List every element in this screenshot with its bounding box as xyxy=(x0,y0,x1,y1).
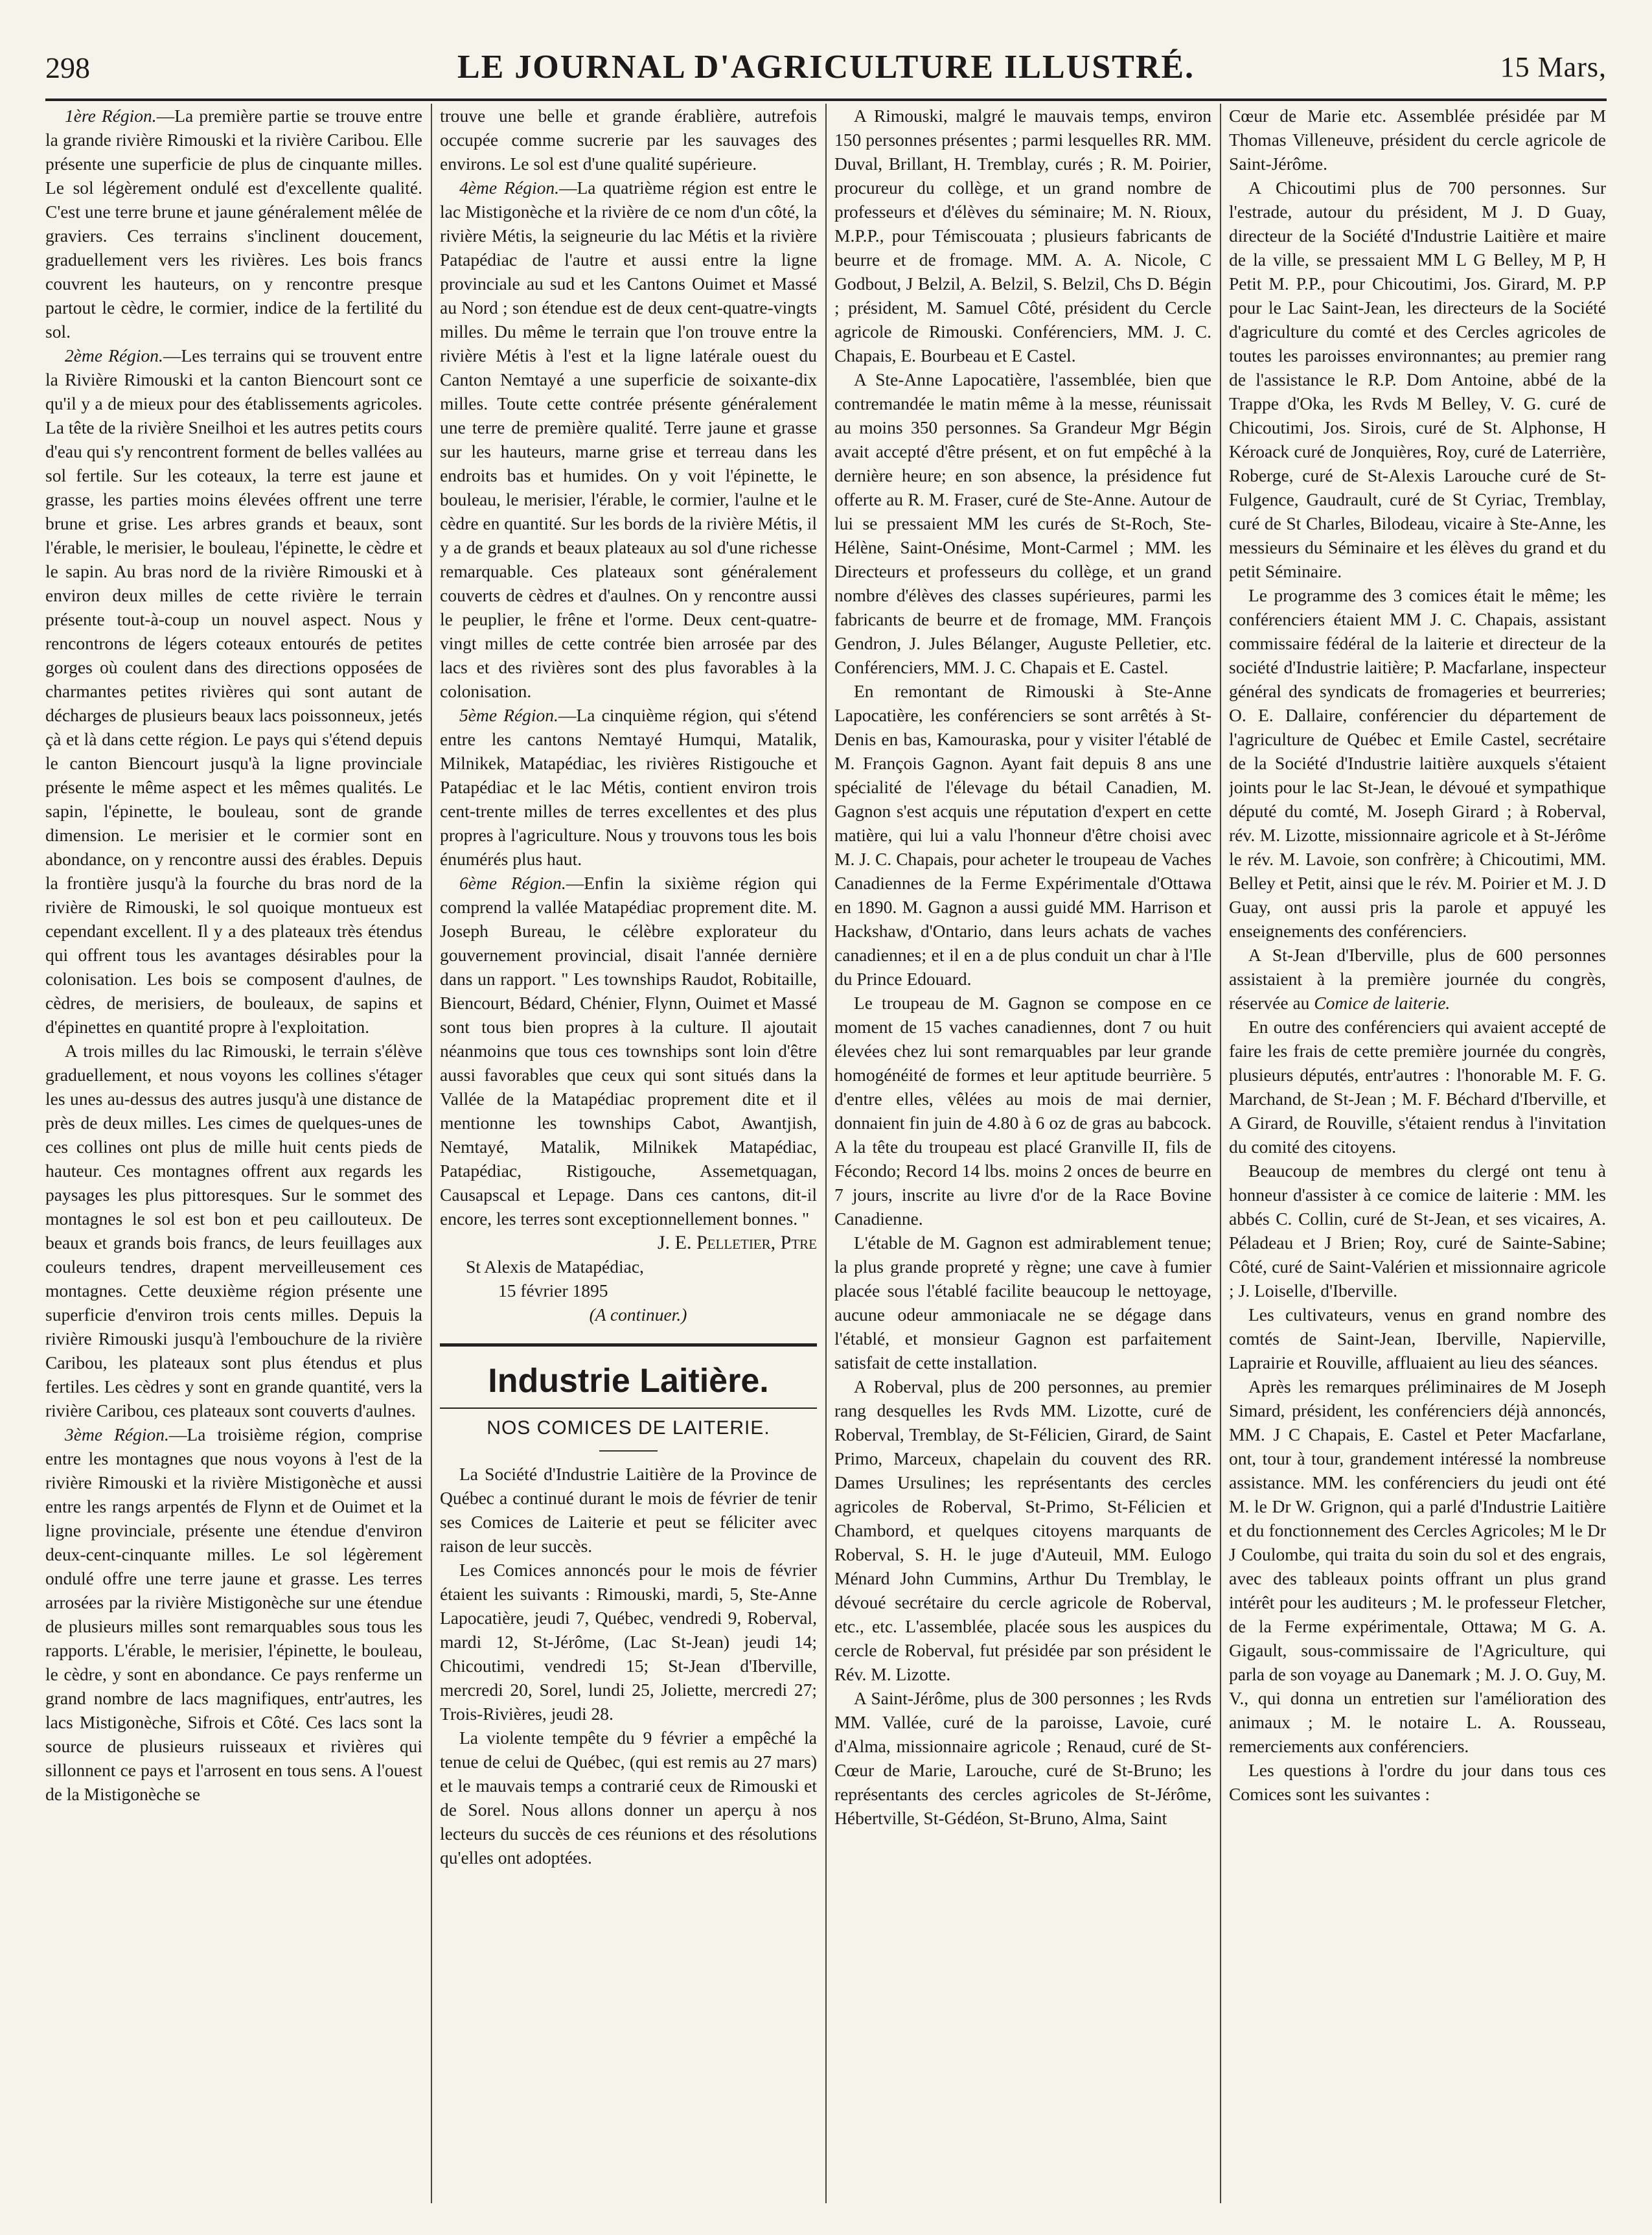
paragraph: Les cultivateurs, venus en grand nombre des comtés de Saint-Jean, Iberville, Napierville, Laprairie et Rouville, affluaient au lieu des séances. xyxy=(1229,1304,1606,1372)
section-separator xyxy=(440,1343,817,1347)
paragraph: 5ème Région.—La cinquième région, qui s'étend entre les cantons Nemtayé Humqui, Matalik, Milnikek, Matapédiac, les rivières Ristigouche et Patapédiac et le lac Métis, contient environ trois cent-trente milles de terres excellentes et des plus propres à l'agriculture. Nous y trouvons tous les bois énumérés plus haut. xyxy=(440,705,817,869)
page-number: 298 xyxy=(45,51,90,84)
region-label: 1ère Région. xyxy=(65,106,157,126)
short-rule xyxy=(599,1450,658,1452)
paragraph: Beaucoup de membres du clergé ont tenu à honneur d'assister à ce comice de laiterie : MM. les abbés C. Collin, curé de St-Jean, et ses vicaires, A. Péladeau et J Brien; Roy, curé de Sainte-Sabine; Côté, curé de Saint-Valérien et missionnaire agricole ; J. Loiselle, d'Iberville. xyxy=(1229,1161,1606,1301)
newspaper-page xyxy=(26,26,1626,2206)
page-header xyxy=(45,39,1607,104)
paragraph: Les questions à l'ordre du jour dans tous ces Comices sont les suivantes : xyxy=(1229,1760,1606,1804)
paragraph: 6ème Région.—Enfin la sixième région qui comprend la vallée Matapédiac proprement dite. M. Joseph Bureau, le célèbre explorateur du gouvernement provincial, disait l'année dernière dans un rapport. " Les townships Raudot, Robitaille, Biencourt, Bédard, Chénier, Flynn, Ouimet et Massé sont tous bien propres à la culture. Il ajoutait néanmoins que tous ces townships sont loin d'être aussi favorables que ceux qui sont situés dans la Vallée de la Matapédiac proprement dite et il mentionne les townships Cabot, Awantjish, Nemtayé, Matalik, Milnikek Matapédiac, Patapédiac, Ristigouche, Assemetquagan, Causapscal et Lepage. Dans ces cantons, dit-il encore, les terres sont exceptionnellement bonnes. " xyxy=(440,873,817,1229)
paragraph: A trois milles du lac Rimouski, le terrain s'élève graduellement, et nous voyons les collines s'étager les unes au-dessus des autres jusqu'à une distance de près de deux milles. Les cimes de quelques-unes de ces collines ont plus de mille huit cents pieds de hauteur. Ces montagnes offrent aux regards les paysages les plus pittoresques. Sur le sommet des montagnes le sol est bon et peu caillouteux. De beaux et grands bois francs, de leurs feuillages aux couleurs tendres, drapent merveilleusement ces montagnes. Cette deuxième région présente une superficie d'environ trois cents milles. Depuis la rivière Rimouski jusqu'à l'embouchure de la rivière Caribou, les plateaux sont plus étendus et plus fertiles. Les cèdres y sont en grande quantité, vers la rivière Caribou, ces plateaux sont couverts d'aulnes. xyxy=(45,1041,422,1420)
signature-place: St Alexis de Matapédiac, xyxy=(466,1256,644,1277)
region-label: 2ème Région. xyxy=(65,345,163,365)
paragraph: Le programme des 3 comices était le même; les conférenciers étaient MM J. C. Chapais, assistant commissaire fédéral de la laiterie et directeur de la société d'Industrie laitière; P. Macfarlane, inspecteur général des syndicats de fromageries et beurreries; O. E. Dallaire, conférencier du département de l'agriculture de Québec et Emile Castel, secrétaire de la Société d'Industrie laitière auxquels s'étaient joints pour le lac St-Jean, le dévoué et sympathique député du comté, M. Joseph Girard ; à Roberval, rév. M. Lizotte, missionnaire agricole et à St-Jérôme le rév. M. Lavoie, son confrère; à Chicoutimi, MM. Belley et Petit, ainsi que le rév. M. Poirier et M. J. D Guay, ont aussi pris la parole et appuyé les enseignements des conférenciers. xyxy=(1229,585,1606,941)
journal-title: LE JOURNAL D'AGRICULTURE ILLUSTRÉ. xyxy=(457,49,1195,86)
paragraph: En remontant de Rimouski à Ste-Anne Lapocatière, les conférenciers se sont arrêtés à St-Denis en bas, Kamouraska, pour y visiter l'établé de M. François Gagnon. Ayant fait depuis 8 ans une spécialité de l'élevage du bétail Canadien, M. Gagnon s'est acquis une réputation d'expert en cette matière, qui lui a valu l'honneur d'être choisi avec M. J. C. Chapais, pour acheter le troupeau de Vaches Canadiennes de la Ferme Expérimentale d'Ottawa en 1890. M. Gagnon a aussi guidé MM. Harrison et Hackshaw, d'Ontario, dans leurs achats de vaches canadiennes; et il en a de plus conduit un char à l'Ile du Prince Edouard. xyxy=(834,681,1211,989)
section-separator xyxy=(440,1407,817,1409)
paragraph: La Société d'Industrie Laitière de la Province de Québec a continué durant le mois de février de tenir ses Comices de Laiterie et peut se féliciter avec raison de leur succès. xyxy=(440,1464,817,1556)
paragraph: L'étable de M. Gagnon est admirablement tenue; la plus grande propreté y règne; une cave à fumier placée sous l'établé facilite beaucoup le nettoyage, aucune odeur ammoniacale ne se dégage dans l'établé, et monsieur Gagnon est parfaitement satisfait de cette installation. xyxy=(834,1233,1211,1372)
paragraph: A Rimouski, malgré le mauvais temps, environ 150 personnes présentes ; parmi lesquelles RR. MM. Duval, Brillant, H. Tremblay, curés ; R. M. Poirier, procureur du collège, et un grand nombre de professeurs et d'élèves du séminaire; M. N. Rioux, M.P.P., pour Témiscouata ; plusieurs fabricants de beurre et de fromage. MM. A. A. Nicole, C Godbout, J Belzil, A. Belzil, S. Belzil, Chs D. Bégin ; président, M. Samuel Côté, président du Cercle agricole de Rimouski. Conférenciers, MM. J. C. Chapais, E. Bourbeau et E Castel. xyxy=(834,106,1211,365)
paragraph: Après les remarques préliminaires de M Joseph Simard, président, les conférenciers déjà annoncés, MM. J C Chapais, E. Castel et Peter Macfarlane, ont, tour à tour, grandement intéressé la nombreuse assistance. MM. les conférenciers du jeudi ont été M. le Dr W. Grignon, qui a parlé d'Industrie Laitière et du fonctionnement des Cercles Agricoles; M le Dr J Coulombe, qui traita du soin du sol et des engrais, avec des tableaux points offrant un plus grand intérêt pour les auditeurs ; M. le professeur Fletcher, de la Ferme expérimentale, Ottawa; M G. A. Gigault, sous-commissaire de l'Agriculture, qui parla de son voyage au Danemark ; M. J. O. Guy, M. V., qui donna un entretien sur l'amélioration des animaux ; M. le notaire L. A. Rousseau, remerciements aux conférenciers. xyxy=(1229,1376,1606,1756)
column-divider xyxy=(825,104,827,2203)
column-divider xyxy=(431,104,432,2203)
paragraph: A St-Jean d'Iberville, plus de 600 personnes assistaient à la première journée du congrès, réservée au Comice de laiterie. xyxy=(1229,945,1606,1013)
paragraph: trouve une belle et grande érablière, autrefois occupée comme sucrerie par les sauvages des environs. Le sol est d'une qualité supérieure. xyxy=(440,106,817,174)
region-label: 3ème Région. xyxy=(65,1424,169,1444)
column-1 xyxy=(45,104,422,2203)
author-signature: J. E. Pelletier, Ptre xyxy=(658,1232,817,1253)
paragraph: Les Comices annoncés pour le mois de février étaient les suivants : Rimouski, mardi, 5, Ste-Anne Lapocatière, jeudi 7, Québec, vendredi 9, Roberval, mardi 12, St-Jérôme, (Lac St-Jean) jeudi 14; Chicoutimi, vendredi 15; St-Jean d'Iberville, mercredi 20, Sorel, lundi 25, Joliette, mercredi 27; Trois-Rivières, jeudi 28. xyxy=(440,1560,817,1724)
paragraph: A Saint-Jérôme, plus de 300 personnes ; les Rvds MM. Vallée, curé de la paroisse, Lavoie, curé d'Alma, missionnaire agricole ; Renaud, curé de St-Cœur de Marie, Larouche, curé de St-Bruno; les représentants des cercles agricoles de St-Jérôme, Hébertville, St-Gédéon, St-Bruno, Alma, Saint xyxy=(834,1688,1211,1828)
paragraph: La violente tempête du 9 février a empêché la tenue de celui de Québec, (qui est remis au 27 mars) et le mauvais temps a contrarié ceux de Rimouski et de Sorel. Nous allons donner un aperçu à nos lecteurs du succès de ces réunions et des résolutions qu'elles ont adoptées. xyxy=(440,1728,817,1868)
paragraph: 4ème Région.—La quatrième région est entre le lac Mistigonèche et la rivière de ce nom d'un côté, la rivière Métis, la seigneurie du lac Métis et la rivière Patapédiac de l'autre et aussi entre la ligne provinciale au sud et les Cantons Ouimet et Massé au Nord ; son étendue est de deux cent-quatre-vingts milles. Du même le terrain que l'on trouve entre la rivière Métis à l'est et la ligne latérale ouest du Canton Nemtayé a une superficie de soixante-dix milles. Toute cette contrée présente généralement une terre de première qualité. Terre jaune et grasse sur les hauteurs, marne grise et terreau dans les endroits bas et humides. On y voit l'épinette, le bouleau, le merisier, l'érable, le cormier, l'aulne et le cèdre en quantité. Sur les bords de la rivière Métis, il y a de grands et beaux plateaux au sol d'une richesse remarquable. Ces plateaux sont généralement couverts de cèdres et d'aulnes. On y rencontre aussi le peuplier, le frêne et l'orme. Deux cent-quatre-vingt milles de cette contrée bien arrosée par des lacs et des rivières sont des plus favorables à la colonisation. xyxy=(440,178,817,701)
region-label: 6ème Région. xyxy=(459,873,566,893)
column-3 xyxy=(834,104,1211,2203)
article-columns xyxy=(45,104,1607,2203)
issue-date: 15 Mars, xyxy=(1500,51,1607,83)
signature-date: 15 février 1895 xyxy=(498,1280,608,1301)
paragraph: Cœur de Marie etc. Assemblée présidée par M Thomas Villeneuve, président du cercle agricole de Saint-Jérôme. xyxy=(1229,106,1606,174)
paragraph: 3ème Région.—La troisième région, comprise entre les montagnes que nous voyons à l'est de la rivière Rimouski et la rivière Mistigonèche et aussi entre les rangs arpentés de Flynn et de Ouimet et la ligne provinciale, présente une étendue d'environ deux-cent-cinquante milles. Le sol légèrement ondulé offre une terre jaune et grasse. Les terres arrosées par la rivière Mistigonèche sur une étendue de plusieurs milles sont remarquables sous tous les rapports. L'érable, le merisier, l'épinette, le bouleau, le cèdre, y sont en abondance. Ce pays renferme un grand nombre de lacs magnifiques, entr'autres, les lacs Mistigonèche, Sifrois et Côté. Ces lacs sont la source de plusieurs ruisseaux et rivières qui sillonnent ce pays et l'arrosent en tous sens. A l'ouest de la Mistigonèche se xyxy=(45,1424,422,1804)
paragraph: A Roberval, plus de 200 personnes, au premier rang desquelles les Rvds MM. Lizotte, curé de Roberval, Tremblay, de St-Félicien, Girard, de Saint Primo, Marceux, chapelain du couvent des RR. Dames Ursulines; les représentants des cercles agricoles de Roberval, St-Primo, St-Félicien et Chambord, et quelques citoyens marquants de Roberval, S. H. le juge d'Auteuil, MM. Eulogo Ménard John Cummins, Arthur Du Tremblay, le dévoué secrétaire du cercle agricole de Roberval, etc., etc. L'assemblée, placée sous les auspices du cercle de Roberval, fut présidée par son président le Rév. M. Lizotte. xyxy=(834,1376,1211,1684)
paragraph: 1ère Région.—La première partie se trouve entre la grande rivière Rimouski et la rivière Caribou. Elle présente une superficie de plus de cinquante milles. Le sol légèrement ondulé est d'excellente qualité. C'est une terre brune et jaune généralement mêlée de graviers. Ces terrains s'inclinent doucement, graduellement vers les rivières. Les bois francs couvrent les hauteurs, on y rencontre presque partout le cèdre, le cormier, indice de la fertilité du sol. xyxy=(45,106,422,342)
paragraph: 2ème Région.—Les terrains qui se trouvent entre la Rivière Rimouski et la canton Biencourt sont ce qu'il y a de mieux pour des établissements agricoles. La tête de la rivière Sneilhoi et les autres petits cours d'eau qui s'y rencontrent forment de belles vallées au sol fertile. Sur les coteaux, la terre est jaune et grasse, les parties moins élevées offrent une terre brune et grise. Les arbres grands et beaux, sont l'érable, le merisier, le bouleau, l'épinette, le cèdre et le sapin. Au bras nord de la rivière Rimouski et à environ deux milles de cette rivière le terrain présente tout-à-coup un nouvel aspect. Nous y rencontrons de légers coteaux entourés de petites gorges où coulent dans des directions opposées de charmantes petites rivières qui sont autant de décharges de plusieurs beaux lacs poissonneux, jetés çà et là dans cette région. Le pays qui s'étend depuis le canton Biencourt jusqu'à la ligne provinciale présente le même aspect et les mêmes qualités. Le sapin, l'épinette, le bouleau, sont de grande dimension. Le merisier et le cormier sont en abondance, on y rencontre aussi des érables. Depuis la frontière jusqu'à la fourche du bras nord de la rivière de Rimouski, le sol quoique montueux est cependant excellent. Il y a des plateaux très étendus qui offrent tous les avantages désirables pour la colonisation. Les bois se composent d'aulnes, de cèdres, de merisiers, de bouleaux, de sapins et d'épinettes en quantité propre à l'exploitation. xyxy=(45,345,422,1037)
paragraph: A Ste-Anne Lapocatière, l'assemblée, bien que contremandée le matin même à la messe, réunissait au moins 350 personnes. Sa Grandeur Mgr Bégin avait accepté d'être présent, et on fut empêché à la dernière heure; en son absence, la présidence fut offerte au R. M. Fraser, curé de Ste-Anne. Autour de lui se pressaient MM les curés de St-Roch, Ste-Hélène, Saint-Onésime, Mont-Carmel ; MM. les Directeurs et professeurs du collège, et un grand nombre d'élèves des classes supérieures, parmi les fabricants de beurre et de fromage, MM. François Gendron, J. Jules Bélanger, Auguste Pelletier, etc. Conférenciers, MM. J. C. Chapais et E. Castel. xyxy=(834,369,1211,677)
column-2 xyxy=(440,104,817,2203)
region-label: 4ème Région. xyxy=(459,178,559,198)
paragraph: En outre des conférenciers qui avaient accepté de faire les frais de cette première journée du congrès, plusieurs députés, entr'autres : l'honorable M. F. G. Marchand, de St-Jean ; M. F. Béchard d'Iberville, et A Girard, de Rouville, s'étaient rendus à l'invitation du comité des citoyens. xyxy=(1229,1017,1606,1157)
header-rule xyxy=(45,98,1607,101)
paragraph: Le troupeau de M. Gagnon se compose en ce moment de 15 vaches canadiennes, dont 7 ou huit élevées chez lui sont remarquables par leur grande homogénéité de formes et leur aptitude beurrière. 5 d'entre elles, vêlées au mois de mai dernier, donnaient fin juin de 4.80 à 6 oz de gras au babcock. A la tête du troupeau est placé Granville II, fils de Fécondo; Record 14 lbs. moins 2 onces de beurre en 7 jours, inscrite au livre d'or de la Race Bovine Canadienne. xyxy=(834,993,1211,1229)
region-label: 5ème Région. xyxy=(459,705,558,725)
column-4 xyxy=(1229,104,1606,2203)
column-divider xyxy=(1220,104,1221,2203)
paragraph: A Chicoutimi plus de 700 personnes. Sur l'estrade, autour du président, M J. D Guay, directeur de la Société d'Industrie Laitière et maire de la ville, se pressaient MM L G Belley, M P, H Petit M. P.P., pour Chicoutimi, Jos. Girard, M. P.P pour le Lac Saint-Jean, les directeurs de la Société d'agriculture du comté et des Cercles agricoles de toutes les paroisses environnantes; au premier rang de l'assistance le R.P. Dom Antoine, abbé de la Trappe d'Oka, les Rvds M Belley, V. G. curé de Chicoutimi, Jos. Sirois, curé de St. Alphonse, H Kéroack curé de Jonquières, Roy, curé de Laterrière, Roberge, curé de St-Alexis Larouche curé de St-Fulgence, Gaudrault, curé de St Cyriac, Tremblay, curé de St Charles, Bilodeau, vicaire à Ste-Anne, les messieurs du Séminaire et les élèves du grand et du petit Séminaire. xyxy=(1229,178,1606,581)
section-title: Industrie Laitière. xyxy=(488,1362,769,1400)
article-title: NOS COMICES DE LAITERIE. xyxy=(487,1417,770,1439)
to-be-continued: (A continuer.) xyxy=(589,1304,687,1325)
